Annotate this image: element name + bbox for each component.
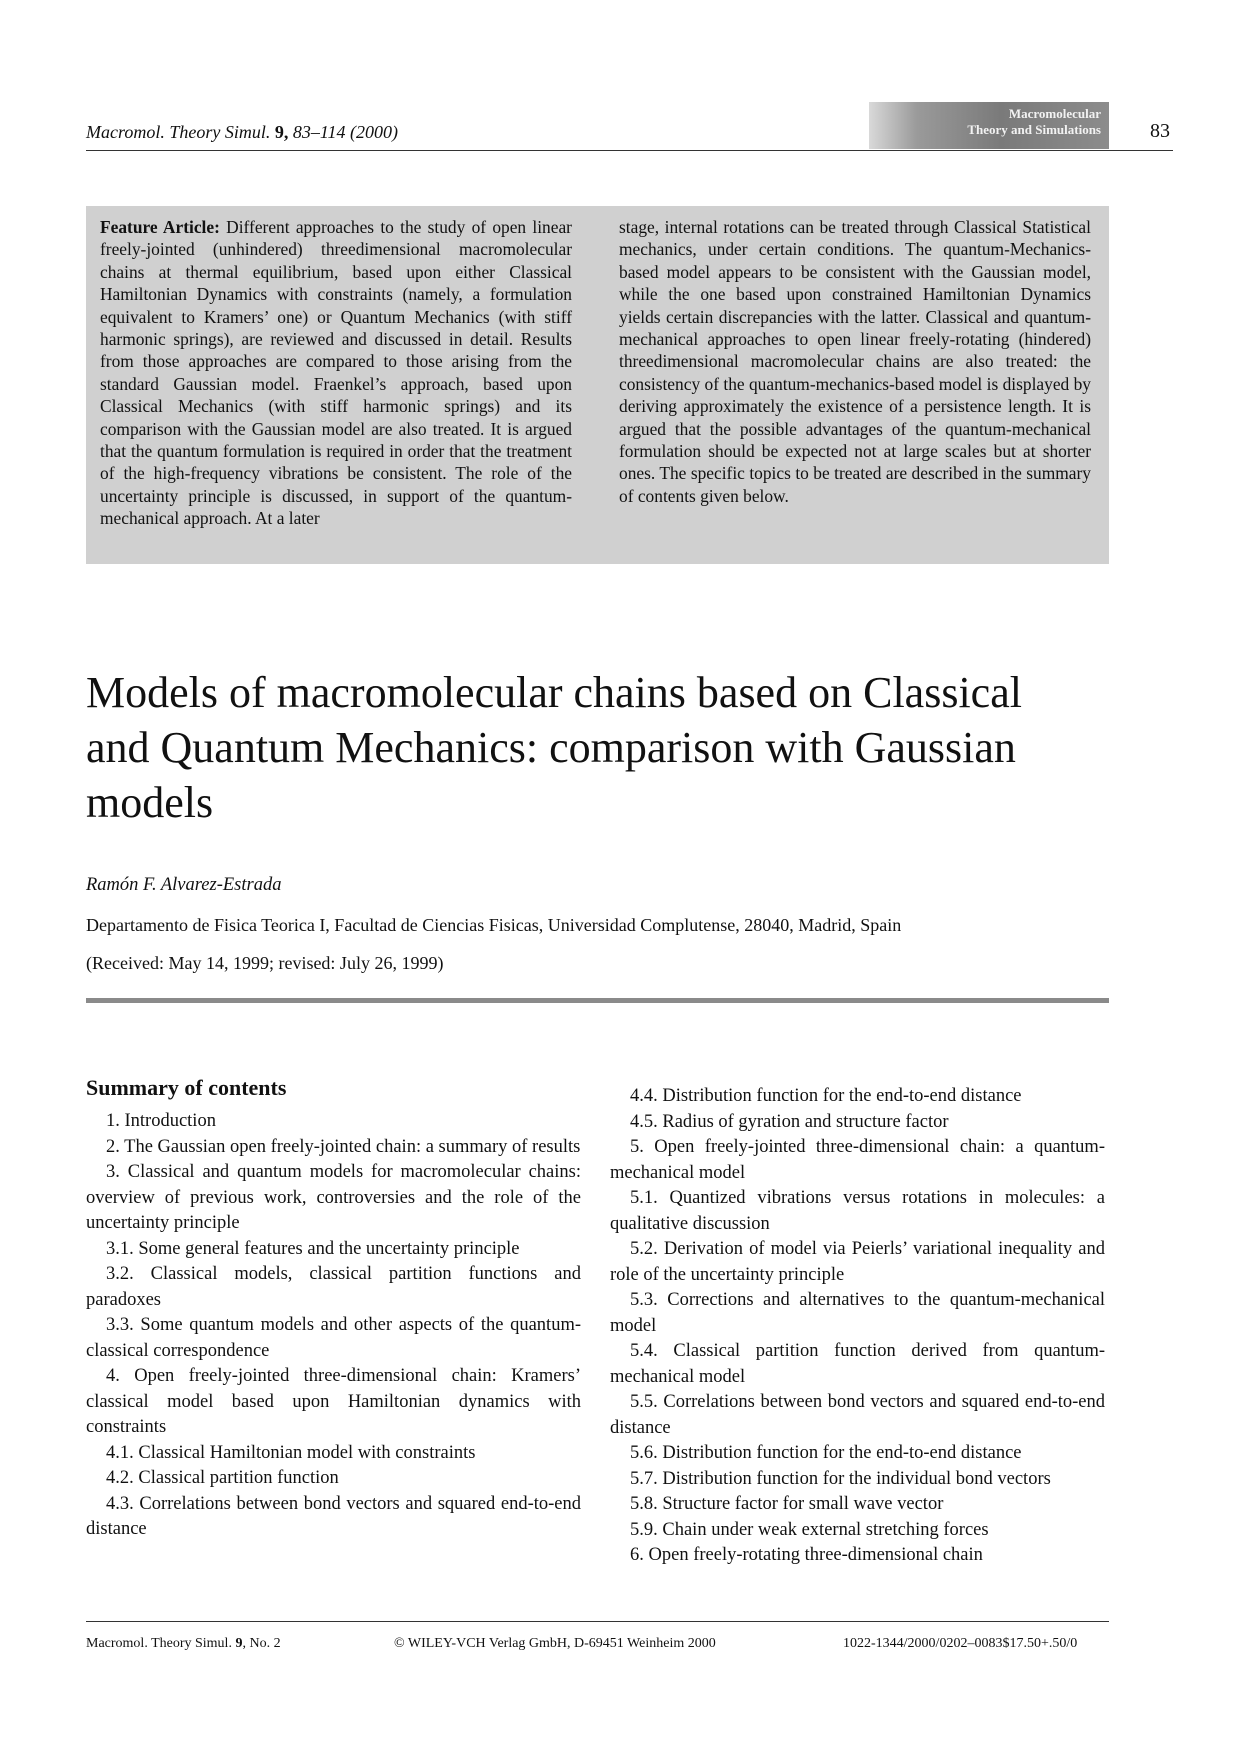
toc-item: 4.4. Distribution function for the end-to-end distance: [630, 1086, 1022, 1106]
toc-item: 4.2. Classical partition function: [106, 1468, 339, 1488]
toc-item: 3.1. Some general features and the uncertainty principle: [106, 1238, 520, 1259]
abstract-text-1: Different approaches to the study of open linear freely-jointed (unhindered) threedimensional macromolecular chains at thermal equilibrium, based upon either Classical Hamiltonian Dynamics with constraints (namely, a formulation equivalent to Kramers’ one) or Quantum Mechanics (with stiff harmonic springs), are reviewed and discussed in detail. Results from those approaches are compared to those arising from the standard Gaussian model. Fraenkel’s approach, based upon Classical Mechanics (with stiff harmonic springs) and its comparison with the Gaussian model are also treated. It is argued that the quantum formulation is required in order that the treatment of the high-frequency vibrations be consistent. The role of the uncertainty principle is discussed, in support of the quantum-mechanical approach. At a later: [100, 217, 572, 529]
abstract-column-2: stage, internal rotations can be treated through Classical Statistical mechanics, under certain conditions. The quantum-Mechanics-based model appears to be consistent with the Gaussian model, while the one based upon constrained Hamiltonian Dynamics yields certain discrepancies with the latter. Classical and quantum-mechanical approaches to open linear freely-rotating (hindered) threedimensional macromolecular chains are also treated: the consistency of the quantum-mechanics-based model is displayed by deriving approximately the existence of a persistence length. It is argued that the possible advantages of the quantum-mechanical formulation should be expected not at large scales but at shorter ones. The specific topics to be treated are described in the summary of contents given below.: [619, 217, 1091, 506]
logo-line-2: Theory and Simulations: [967, 122, 1101, 137]
toc-left-column: [86, 1109, 581, 1543]
abstract-label: Feature Article:: [100, 217, 220, 237]
toc-item: 3.3. Some quantum models and other aspects of the quantum-classical correspondence: [86, 1315, 581, 1361]
toc-heading: Summary of contents: [86, 1075, 287, 1100]
toc-item: 3.2. Classical models, classical partition functions and paradoxes: [86, 1264, 581, 1310]
toc-item: 5.8. Structure factor for small wave vector: [630, 1494, 944, 1514]
author: Ramón F. Alvarez-Estrada: [86, 875, 282, 895]
footer-issn-price: 1022-1344/2000/0202–0083$17.50+.50/0: [843, 1636, 1078, 1651]
toc-item: 5.3. Corrections and alternatives to the quantum-mechanical model: [610, 1290, 1105, 1336]
toc-item: 3. Classical and quantum models for macromolecular chains: overview of previous work, controversies and the role of the uncertainty principle: [86, 1162, 581, 1233]
toc-item: 4.5. Radius of gyration and structure factor: [630, 1111, 949, 1132]
toc-item: 5.7. Distribution function for the individual bond vectors: [630, 1468, 1051, 1489]
toc-right-column: [610, 1084, 1105, 1569]
footer-journal: Macromol. Theory Simul.: [86, 1636, 232, 1651]
affiliation: Departamento de Fisica Teorica I, Facultad de Ciencias Fisicas, Universidad Complutense, 28040, Madrid, Spain: [86, 915, 902, 935]
received-dates: (Received: May 14, 1999; revised: July 26, 1999): [86, 953, 444, 973]
toc-item: 5.1. Quantized vibrations versus rotations in molecules: a qualitative discussion: [610, 1188, 1105, 1234]
toc-item: 4. Open freely-jointed three-dimensional chain: Kramers’ classical model based upon Hamiltonian dynamics with constraints: [86, 1366, 581, 1437]
toc-item: 5.6. Distribution function for the end-to-end distance: [630, 1443, 1022, 1463]
footer-rule: [86, 1621, 1109, 1622]
journal-name: Macromol. Theory Simul.: [86, 122, 271, 142]
abstract-column-1: [100, 216, 572, 530]
article-title: Models of macromolecular chains based on Classical and Quantum Mechanics: comparison with Gaussian models: [86, 668, 1022, 827]
journal-logo: [869, 102, 1109, 149]
toc-item: 6. Open freely-rotating three-dimensional chain: [630, 1545, 983, 1565]
toc-item: 4.3. Correlations between bond vectors and squared end-to-end distance: [86, 1493, 581, 1539]
footer-issue: , No. 2: [242, 1636, 281, 1651]
logo-line-1: Macromolecular: [1008, 106, 1101, 121]
journal-citation: [86, 122, 398, 143]
section-divider: [86, 998, 1109, 1003]
toc-item: 5.4. Classical partition function derived from quantum-mechanical model: [610, 1341, 1105, 1387]
toc-item: 5.5. Correlations between bond vectors and squared end-to-end distance: [610, 1392, 1105, 1438]
toc-item: 5.9. Chain under weak external stretching forces: [630, 1519, 989, 1540]
header-rule: [86, 150, 1173, 151]
toc-item: 5. Open freely-jointed three-dimensional chain: a quantum-mechanical model: [610, 1137, 1105, 1183]
abstract-box: [86, 206, 1109, 564]
toc-item: 5.2. Derivation of model via Peierls’ variational inequality and role of the uncertainty principle: [610, 1239, 1105, 1285]
toc-item: 1. Introduction: [106, 1111, 216, 1131]
journal-pages: 83–114 (2000): [292, 122, 398, 142]
footer-copyright: © WILEY-VCH Verlag GmbH, D-69451 Weinheim 2000: [394, 1636, 716, 1651]
toc-item: 2. The Gaussian open freely-jointed chain: a summary of results: [106, 1136, 581, 1157]
journal-volume: 9,: [274, 122, 289, 142]
page-number: 83: [1150, 120, 1170, 142]
toc-item: 4.1. Classical Hamiltonian model with constraints: [106, 1442, 476, 1463]
footer-citation: [86, 1636, 281, 1652]
footer-volume: 9: [235, 1636, 243, 1651]
